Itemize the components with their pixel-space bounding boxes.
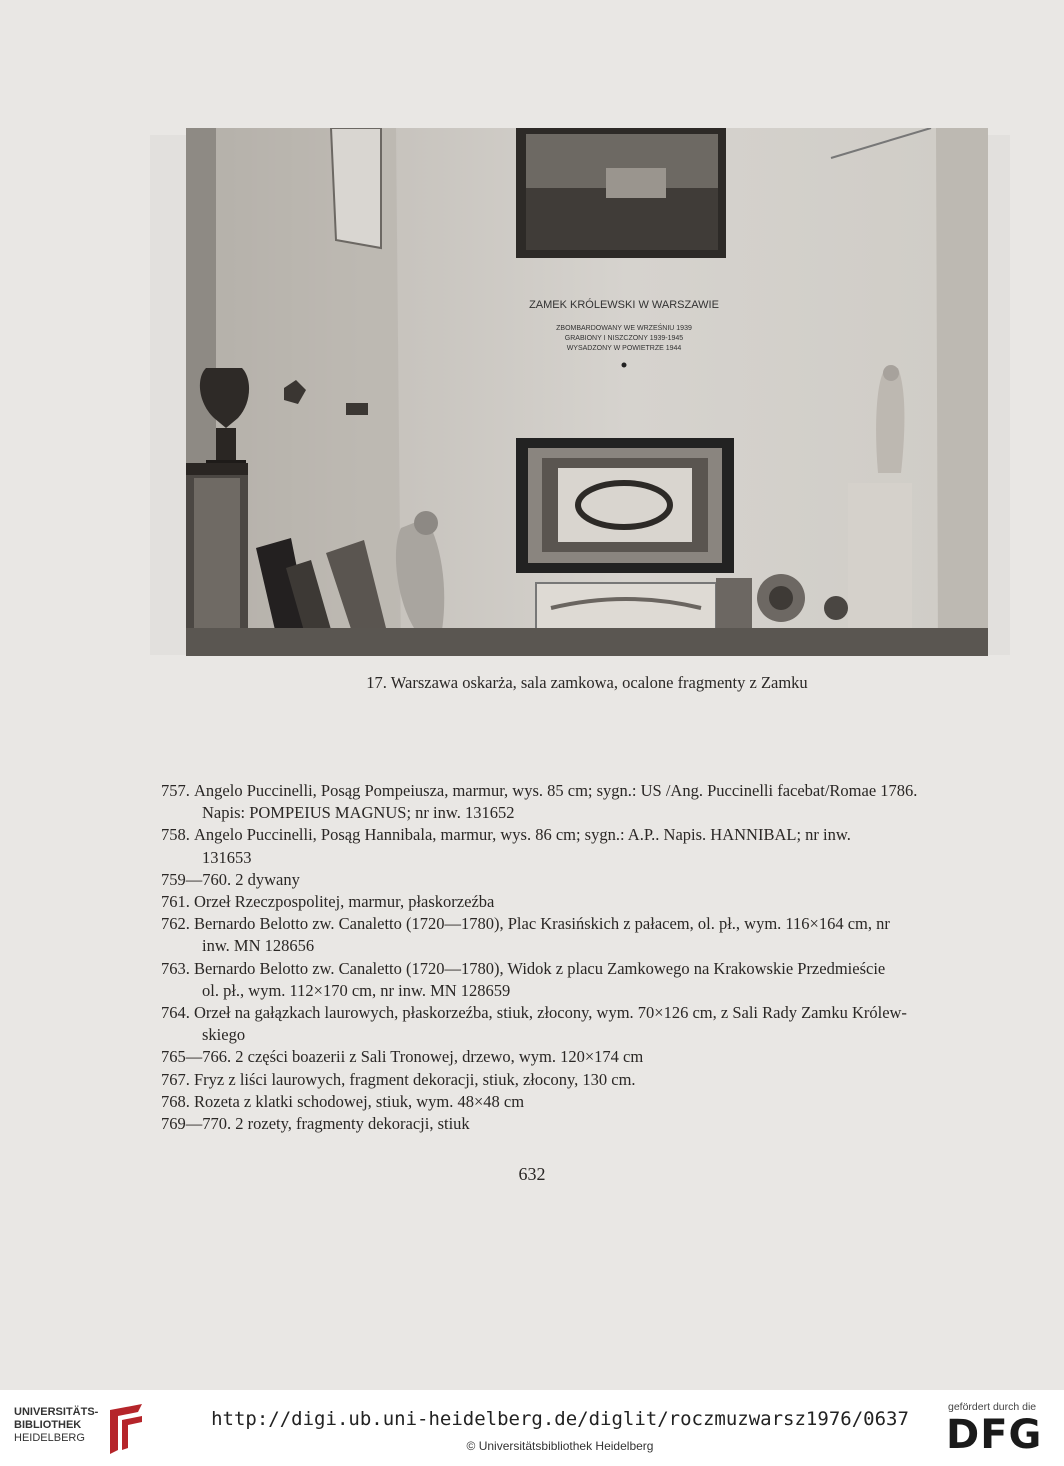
inscription-line1: ZAMEK KRÓLEWSKI W WARSZAWIE [529, 299, 719, 311]
figure-caption: 17. Warszawa oskarża, sala zamkowa, ocalone fragmenty z Zamku [366, 673, 808, 692]
entry-text: Rozeta z klatki schodowej, stiuk, wym. 48×48 cm [194, 1091, 525, 1111]
entry-number: 764. [161, 1003, 194, 1023]
entry-number: 767. [161, 1069, 194, 1089]
entry-text: 2 rozety, fragmenty dekoracji, stiuk [235, 1114, 470, 1134]
entry-number: 763. [161, 958, 194, 978]
entry-text: Fryz z liści laurowych, fragment dekoracji, stiuk, złocony, 130 cm. [194, 1069, 636, 1089]
catalog-entry [161, 824, 1021, 846]
entry-number: 759—760. [161, 869, 236, 889]
catalog-entry [161, 1046, 1021, 1068]
entry-number: 761. [161, 892, 194, 912]
inscription-line4: WYSADZONY W POWIETRZE 1944 [566, 345, 682, 352]
entry-text: Bernardo Belotto zw. Canaletto (1720—1780), Widok z placu Zamkowego na Krakowskie Przedmieście [194, 958, 886, 978]
entry-text: Bernardo Belotto zw. Canaletto (1720—1780), Plac Krasińskich z pałacem, ol. pł., wym. 116×164 cm, nr [194, 914, 890, 934]
catalog-entry [161, 958, 1021, 980]
entry-number: 768. [161, 1091, 194, 1111]
entry-text: 2 dywany [235, 869, 300, 889]
entry-number: 765—766. [161, 1047, 236, 1067]
funder-note: gefördert durch die [948, 1401, 1037, 1413]
catalog-entry [161, 1069, 1021, 1091]
entry-continuation: Napis: POMPEIUS MAGNUS; nr inw. 131652 [202, 803, 515, 823]
catalog-entry [161, 780, 1021, 802]
library-line1: UNIVERSITÄTS- [14, 1406, 99, 1418]
entry-continuation: inw. MN 128656 [202, 936, 315, 956]
catalog-entry [161, 1091, 1021, 1113]
museum-hall-photo [186, 128, 988, 656]
library-line3: HEIDELBERG [14, 1432, 85, 1444]
entry-continuation: skiego [202, 1025, 246, 1045]
entry-text: Orzeł Rzeczpospolitej, marmur, płaskorzeźba [194, 892, 495, 912]
entry-number: 762. [161, 914, 194, 934]
entry-text: Orzeł na gałązkach laurowych, płaskorzeźba, stiuk, złocony, wym. 70×126 cm, z Sali Rady Zamku Królew- [194, 1003, 907, 1023]
catalog-entries [161, 780, 1021, 1135]
dfg-logo: DFG [946, 1412, 1043, 1458]
entry-number: 757. [161, 781, 194, 800]
inscription-line3: GRABIONY I NISZCZONY 1939-1945 [564, 335, 684, 342]
entry-continuation: 131653 [202, 847, 252, 867]
entry-number: 769—770. [161, 1114, 236, 1134]
catalog-entry [161, 913, 1021, 935]
library-line2: BIBLIOTHEK [14, 1419, 82, 1431]
catalog-entry [161, 891, 1021, 913]
catalog-entry [161, 1113, 1021, 1135]
page-number: 632 [518, 1164, 546, 1184]
entry-number: 758. [161, 825, 194, 845]
catalog-entry [161, 869, 1021, 891]
entry-continuation: ol. pł., wym. 112×170 cm, nr inw. MN 128659 [202, 980, 511, 1000]
entry-text: 2 części boazerii z Sali Tronowej, drzewo, wym. 120×174 cm [235, 1047, 644, 1067]
permalink-url[interactable]: http://digi.ub.uni-heidelberg.de/diglit/roczmuzwarsz1976/0637 [211, 1408, 909, 1430]
entry-text: Angelo Puccinelli, Posąg Pompeiusza, marmur, wys. 85 cm; sygn.: US /Ang. Puccinelli facebat/Romae 1786. [194, 781, 918, 800]
copyright-notice: © Universitätsbibliothek Heidelberg [466, 1439, 654, 1453]
library-name [14, 1406, 114, 1445]
catalog-entry [161, 1002, 1021, 1024]
inscription-line2: ZBOMBARDOWANY WE WRZEŚNIU 1939 [556, 325, 692, 332]
entry-text: Angelo Puccinelli, Posąg Hannibala, marmur, wys. 86 cm; sygn.: A.P.. Napis. HANNIBAL; nr inw. [194, 825, 851, 845]
